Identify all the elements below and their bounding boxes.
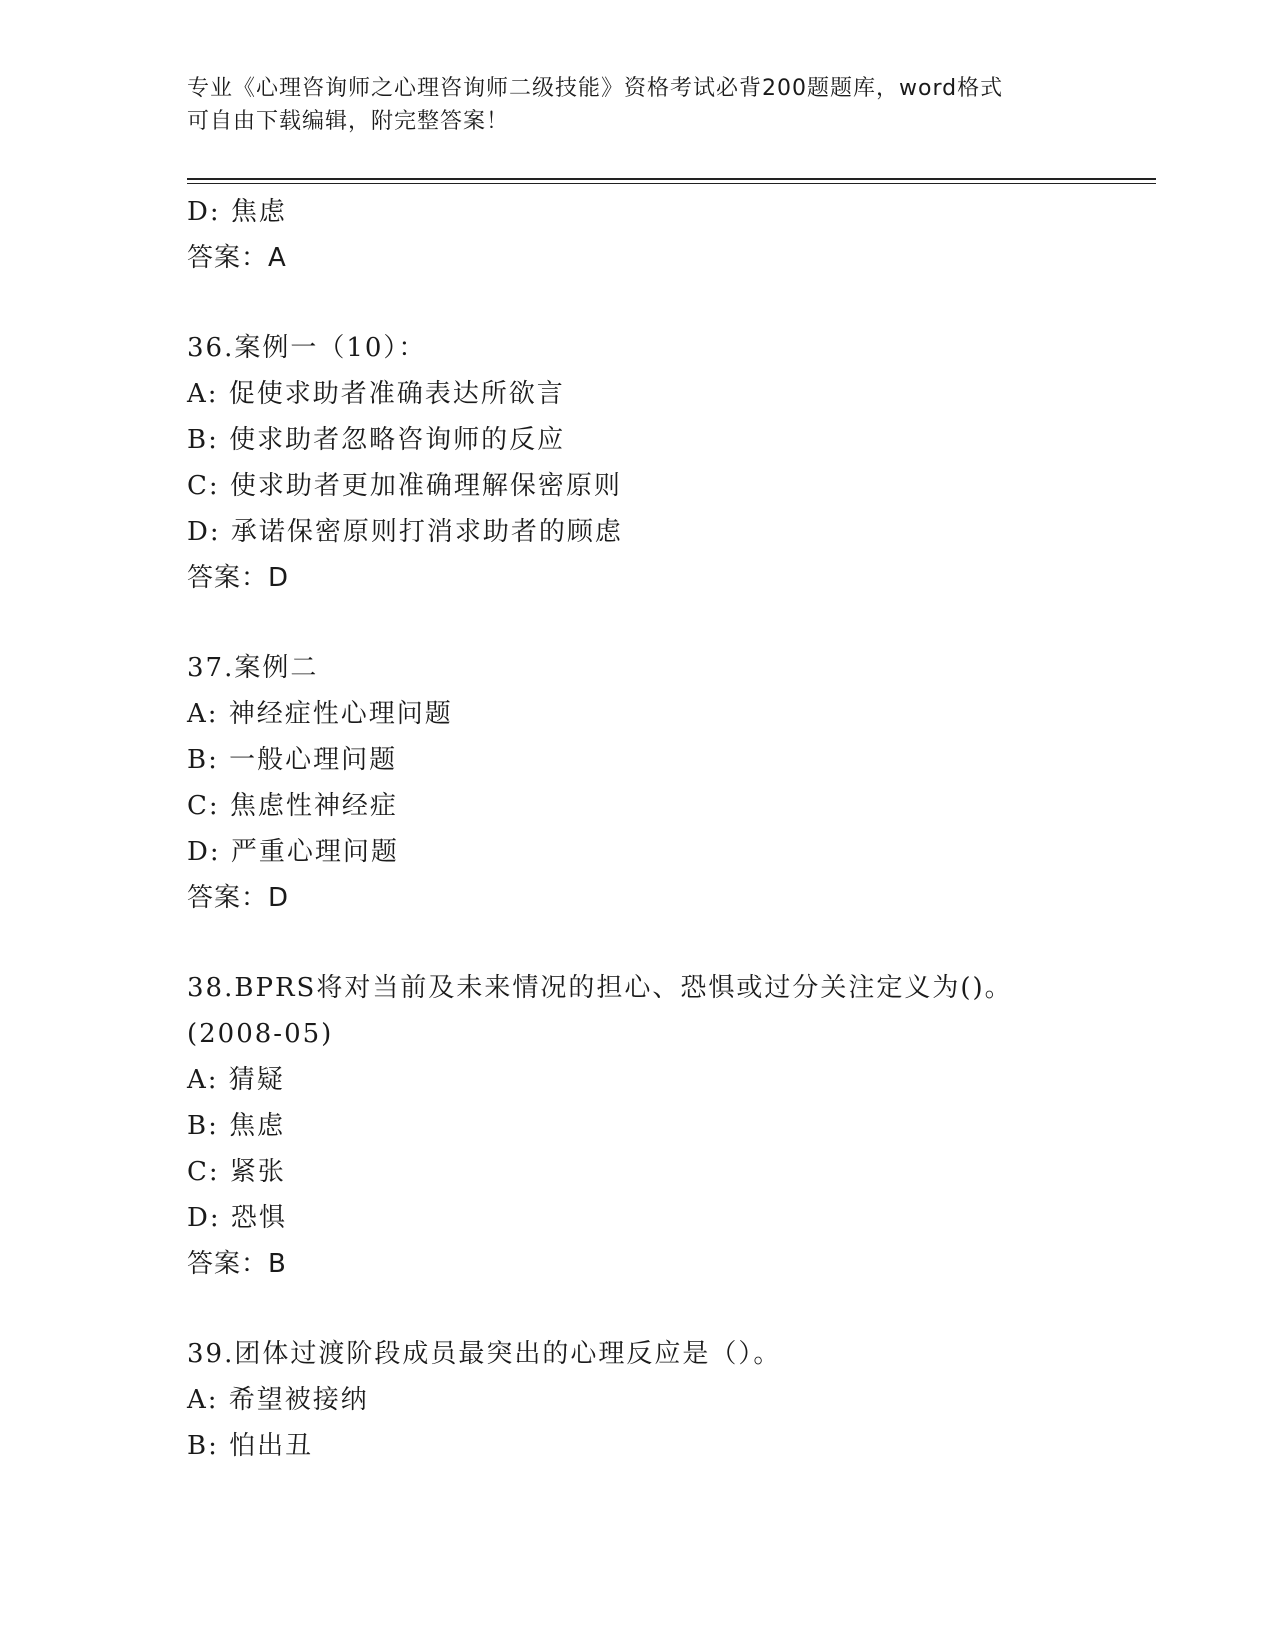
question-block [187,645,1156,921]
option-line: A: 希望被接纳 [187,1385,369,1415]
option-line: D: 承诺保密原则打消求助者的顾虑 [187,517,623,547]
question-list [187,189,1156,1469]
option-line: A: 神经症性心理问题 [187,699,453,729]
option-line: C: 焦虑性神经症 [187,791,398,821]
question-block [187,189,1156,281]
option-line: C: 紧张 [187,1157,286,1187]
answer-line: 答案：D [187,883,290,913]
question-stem: 39.团体过渡阶段成员最突出的心理反应是（）。 [187,1339,782,1369]
answer-line: 答案：D [187,563,290,593]
option-line: C: 使求助者更加准确理解保密原则 [187,471,622,501]
header-rule-thick [187,178,1156,180]
option-line: B: 一般心理问题 [187,745,398,775]
header-line-2: 可自由下载编辑，附完整答案！ [187,109,510,134]
question-stem: 37.案例二 [187,653,319,683]
option-line: B: 怕出丑 [187,1431,314,1461]
answer-line: 答案：B [187,1249,287,1279]
question-block [187,1331,1156,1469]
option-line: B: 焦虑 [187,1111,286,1141]
option-line: A: 促使求助者准确表达所欲言 [187,379,565,409]
header-line-1: 专业《心理咨询师之心理咨询师二级技能》资格考试必背200题题库，word格式 [187,76,1004,101]
question-stem: 38.BPRS将对当前及未来情况的担心、恐惧或过分关注定义为()。 [187,973,1013,1003]
option-line: D: 严重心理问题 [187,837,399,867]
answer-line: 答案：A [187,243,287,273]
option-line: D: 焦虑 [187,197,287,227]
option-line: A: 猜疑 [187,1065,285,1095]
question-block [187,325,1156,601]
question-stem: 36.案例一（10）： [187,333,427,363]
option-line: D: 恐惧 [187,1203,287,1233]
header-rule-thin [187,183,1156,184]
question-stem-cont: (2008-05) [187,1019,334,1049]
document-header [187,72,1067,138]
question-block [187,965,1156,1287]
option-line: B: 使求助者忽略咨询师的反应 [187,425,566,455]
